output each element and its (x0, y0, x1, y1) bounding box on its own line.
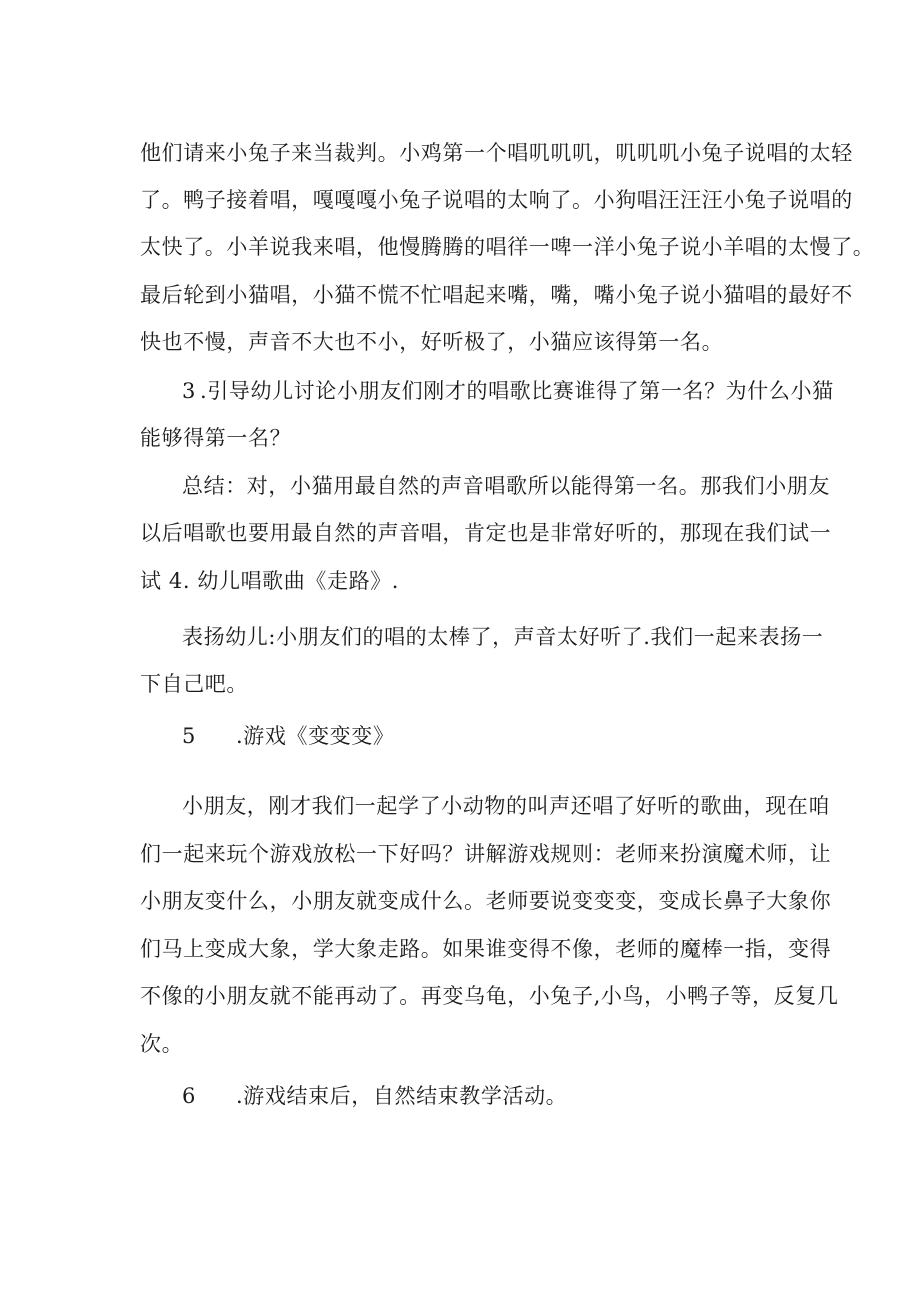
game-line: 们马上变成大象，学大象走路。如果谁变得不像，老师的魔棒一指，变得 (140, 937, 832, 961)
summary-line: 以后唱歌也要用最自然的声音唱，肯定也是非常好听的，那现在我们试一 (140, 521, 832, 545)
paragraph-line: 快也不慢，声音不大也不小，好听极了，小猫应该得第一名。 (140, 330, 724, 354)
item-number: 3 (182, 379, 196, 403)
item-text: .游戏结束后，自然结束教学活动。 (236, 1084, 568, 1108)
game-line: 小朋友，刚才我们一起学了小动物的叫声还唱了好听的歌曲，现在咱 (182, 794, 830, 818)
game-line: 小朋友变什么，小朋友就变成什么。老师要说变变变，变成长鼻子大象你 (140, 889, 832, 913)
summary-line: 总结：对，小猫用最自然的声音唱歌所以能得第一名。那我们小朋友 (182, 474, 830, 498)
paragraph-line: 太快了。小羊说我来唱，他慢腾腾的唱徉一啤一洋小兔子说小羊唱的太慢了。 (140, 235, 875, 259)
item-number: 5 (182, 724, 196, 748)
item-text: .引导幼儿讨论小朋友们刚才的唱歌比赛谁得了第一名？为什么小猫 (200, 379, 834, 403)
item-text: .游戏《变变变》 (236, 724, 395, 748)
paragraph-line: 最后轮到小猫唱，小猫不慌不忙唱起来嘴，嘴，嘴小兔子说小猫唱的最好不 (140, 283, 853, 307)
summary-line: 试 4. 幼儿唱歌曲《走路》. (140, 569, 400, 593)
game-line: 不像的小朋友就不能再动了。再变乌龟，小兔子,小鸟，小鸭子等，反复几 (140, 984, 839, 1008)
praise-line: 下自己吧。 (140, 672, 248, 696)
item-number: 6 (182, 1084, 196, 1108)
game-line: 们一起来玩个游戏放松一下好吗？讲解游戏规则：老师来扮演魔术师，让 (140, 842, 832, 866)
item-text: 能够得第一名？ (140, 426, 292, 450)
paragraph-line: 了。鸭子接着唱，嘎嘎嘎小兔子说唱的太响了。小狗唱汪汪汪小兔子说唱的 (140, 188, 853, 212)
praise-line: 表扬幼儿:小朋友们的唱的太棒了，声音太好听了.我们一起来表扬一 (182, 625, 824, 649)
paragraph-line: 他们请来小兔子来当裁判。小鸡第一个唱叽叽叽，叽叽叽小兔子说唱的太轻 (140, 141, 853, 165)
game-line: 次。 (140, 1032, 184, 1056)
